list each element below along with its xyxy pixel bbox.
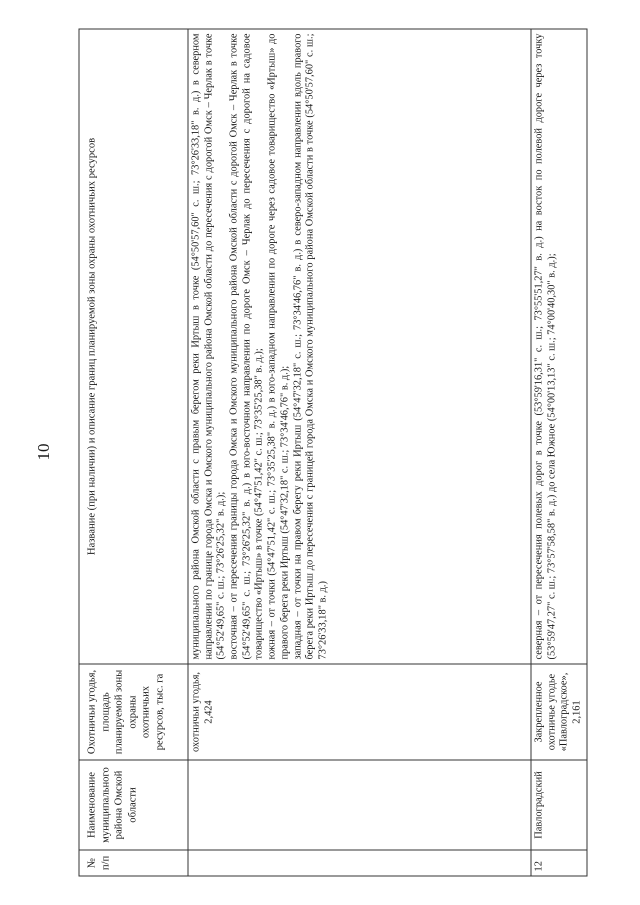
cell-description <box>188 29 531 664</box>
cell-district: Павлоградский <box>531 760 587 850</box>
table-row <box>531 29 587 876</box>
boundary-paragraph: восточная – от пересечения границы города Омска и Омского муниципального района Омской области с дорогой Омск – Черлак в точке (54°52'49,65" с. ш.; 73°26'25,32" в. д.) в юго-восточном направлении по дороге Омск – Черлак до пересечения с дорогой на садовое товарищество «Иртыш» в точке (54°47'51,42" с. ш.; 73°35'25,38" в. д.); <box>228 33 265 660</box>
rotated-table-container <box>78 30 583 877</box>
boundary-paragraph: северная – от пересечения полевых дорог в точке (53°59'16,31" с. ш.; 73°55'51,27" в. д.) на восток по полевой дороге через точку (53°59'47,27" с. ш.; 73°57'58,58" в. д.) до села Южное (54°00'13,13" с. ш.; 74°00'40,30" в. д.); <box>533 33 557 660</box>
cell-num: 12 <box>531 850 587 876</box>
table-row <box>188 29 531 876</box>
hunting-zones-table <box>78 29 587 877</box>
table-header-row <box>79 29 188 876</box>
page-number: 10 <box>34 443 53 461</box>
cell-area: Закрепленное охотничье угодье «Павлоградское», 2,161 <box>531 664 587 760</box>
boundary-paragraph: западная – от точки на правом берегу реки Иртыш (54°47'32,18" с. ш.; 73°34'46,76" в. д.) в северо-западном направлении вдоль правого берега реки Иртыш до пересечения с границей города Омска и Омского муниципального района Омской области в точке (54°50'57,60" с. ш.; 73°26'33,18" в. д.) <box>291 33 328 660</box>
header-description: Название (при наличии) и описание границ планируемой зоны охраны охотничьих ресурсов <box>79 29 188 664</box>
cell-area: охотничьи угодья, 2,424 <box>188 664 531 760</box>
cell-description <box>531 29 587 664</box>
cell-district <box>188 760 531 850</box>
boundary-paragraph: южная – от точки (54°47'51,42" с. ш.; 73°35'25,38" в. д.) в юго-западном направлении по дороге через садовое товарищество «Иртыш» до правого берега реки Иртыш (54°47'32,18" с. ш.; 73°34'46,76" в. д.); <box>266 33 290 660</box>
header-district: Наименование муниципального района Омской области <box>79 760 188 850</box>
header-area: Охотничьи угодья, площадь планируемой зоны охраны охотничьих ресурсов, тыс. га <box>79 664 188 760</box>
cell-num <box>188 850 531 876</box>
header-num: № п/п <box>79 850 188 876</box>
boundary-paragraph: муниципального района Омской области с правым берегом реки Иртыш в точке (54°50'57,60" с. ш.; 73°26'33,18" в. д.) в северном направлении по границе города Омска и Омского муниципального района Омской области до пересечения с дорогой Омск – Черлак в точке (54°52'49,65" с. ш.; 73°26'25,32" в. д.); <box>190 33 227 660</box>
